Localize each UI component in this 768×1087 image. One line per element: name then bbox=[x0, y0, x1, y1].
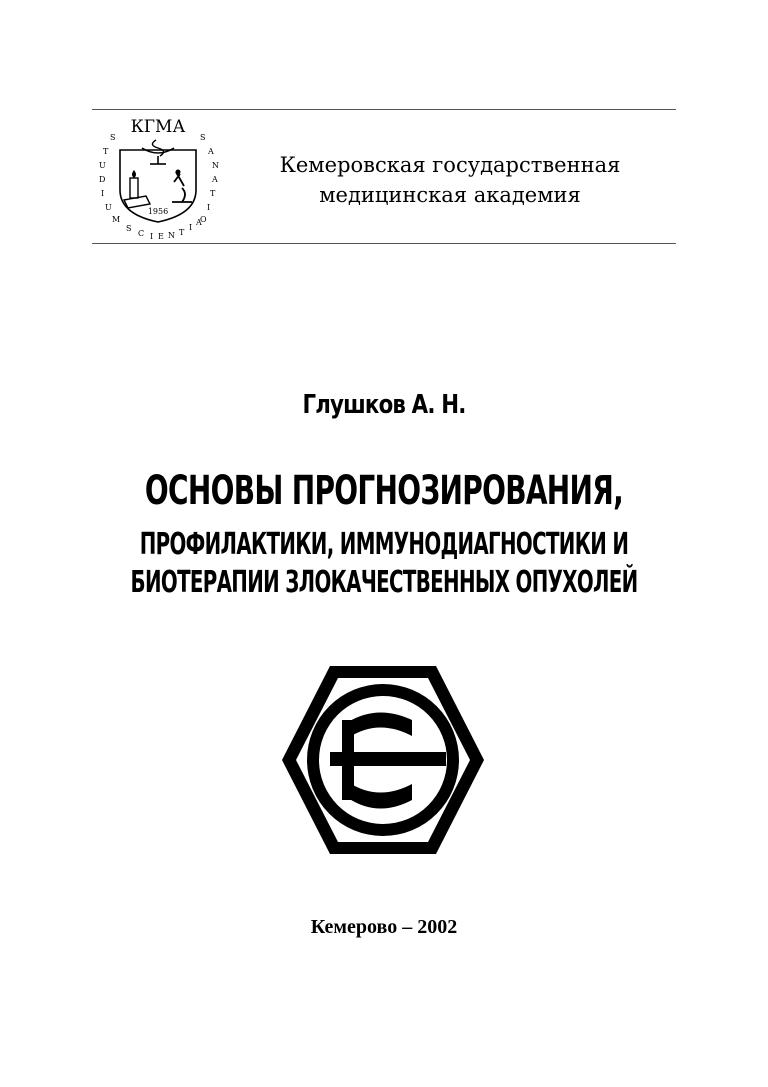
book-title-line-2: ПРОФИЛАКТИКИ, ИММУНОДИАГНОСТИКИ И bbox=[139, 527, 629, 562]
institution-line-1: Кемеровская государственная bbox=[279, 153, 621, 177]
svg-text:S A N A T: S A N A T I O bbox=[200, 133, 219, 224]
svg-text:S T U D I: S T U D I U M bbox=[99, 133, 121, 224]
kgma-seal-logo bbox=[88, 112, 228, 242]
svg-text:S C I E N: S C I E N T I A bbox=[126, 218, 202, 241]
institution-name bbox=[240, 150, 660, 210]
author-name: Глушков А. Н. bbox=[302, 390, 466, 420]
header-bottom-rule bbox=[92, 243, 676, 244]
publisher-hexagon-emblem bbox=[278, 660, 488, 860]
book-title-line-3: БИОТЕРАПИИ ЗЛОКАЧЕСТВЕННЫХ ОПУХОЛЕЙ bbox=[130, 565, 638, 600]
seal-top-text: КГМА bbox=[130, 117, 186, 137]
seal-year: 1956 bbox=[147, 207, 169, 216]
institution-line-2: медицинская академия bbox=[319, 183, 581, 207]
book-title-line-1: ОСНОВЫ ПРОГНОЗИРОВАНИЯ, bbox=[144, 468, 624, 514]
header-top-rule bbox=[92, 109, 676, 110]
city-and-year: Кемерово – 2002 bbox=[310, 916, 458, 938]
